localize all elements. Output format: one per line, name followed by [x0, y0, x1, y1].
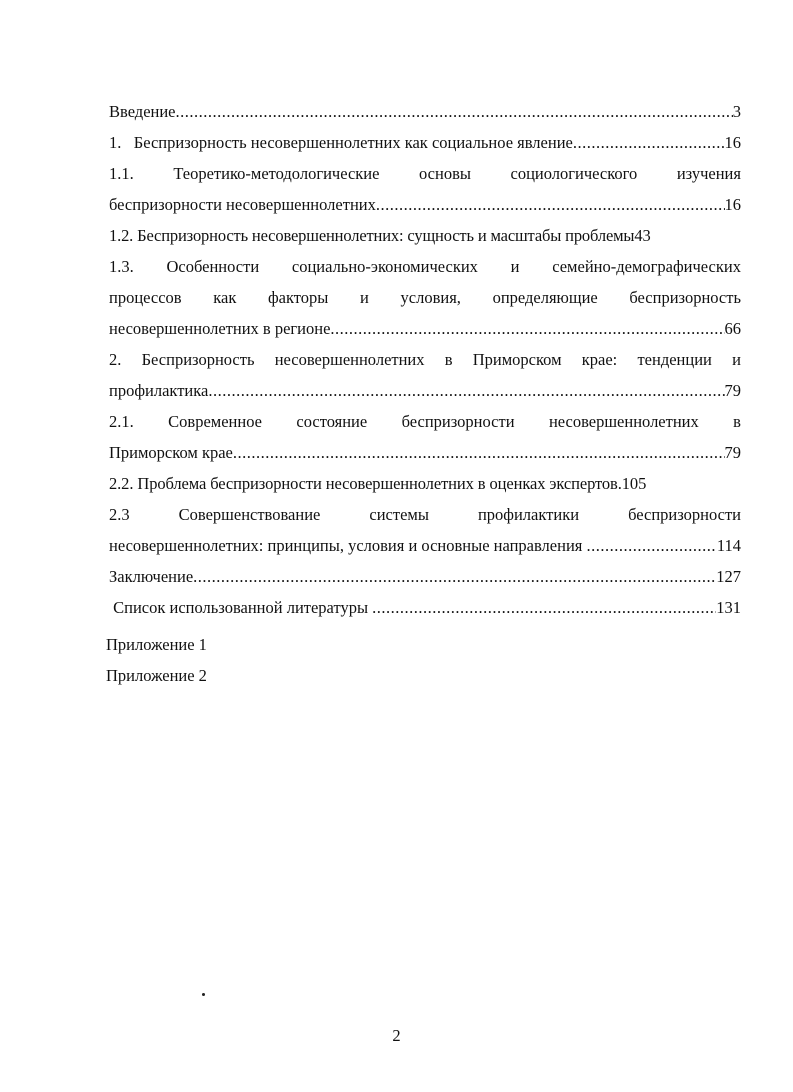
toc-word: основы: [419, 164, 471, 183]
toc-entry-title: Заключение: [109, 567, 194, 586]
toc-entry-section-1-3: [109, 251, 741, 282]
toc-word: семейно-демографических: [552, 257, 741, 276]
toc-page-number: 105: [621, 474, 647, 493]
toc-page-number: 16: [724, 133, 741, 152]
toc-word: беспризорность: [629, 288, 741, 307]
toc-word: несовершеннолетних: [548, 412, 699, 431]
dot-leader: [372, 592, 716, 623]
dot-leader: [376, 189, 725, 220]
toc-word: как: [213, 288, 237, 307]
toc-word: Совершенствование: [178, 505, 321, 524]
toc-entry-section-2-1-cont: [109, 437, 741, 468]
toc-entry-title: Список использованной литературы: [109, 598, 373, 617]
toc-page-number: 79: [724, 381, 741, 400]
toc-entry-title: беспризорности несовершеннолетних: [109, 195, 376, 214]
toc-word: беспризорности: [628, 505, 741, 524]
toc-entry-section-1-3-line2: [109, 282, 741, 313]
toc-word: Современное: [168, 412, 262, 431]
toc-word: 1.3.: [109, 257, 134, 276]
dot-leader: [176, 96, 733, 127]
table-of-contents: [109, 96, 741, 623]
toc-word: Особенности: [166, 257, 260, 276]
toc-page-number: 127: [716, 567, 741, 586]
toc-entry-chapter-2-cont: [109, 375, 741, 406]
toc-word: 2.: [109, 350, 122, 369]
toc-entry-references: [109, 592, 741, 623]
toc-word: условия,: [400, 288, 461, 307]
appendix-1: Приложение 1: [106, 635, 207, 654]
toc-word: социально-экономических: [291, 257, 478, 276]
toc-word: системы: [369, 505, 429, 524]
toc-entry-section-2-3-cont: [109, 530, 741, 561]
toc-word: процессов: [109, 288, 182, 307]
toc-page-number: 66: [724, 319, 741, 338]
toc-word: и: [510, 257, 520, 276]
toc-word: и: [732, 350, 741, 369]
toc-word: факторы: [267, 288, 329, 307]
toc-page-number: 43: [634, 226, 651, 245]
toc-word: состояние: [296, 412, 368, 431]
toc-word: 2.1.: [109, 412, 134, 431]
toc-word: Приморском: [472, 350, 562, 369]
toc-entry-title: несовершеннолетних в регионе: [109, 319, 331, 338]
toc-entry-section-2-3: [109, 499, 741, 530]
toc-word: беспризорности: [401, 412, 515, 431]
toc-word: крае:: [581, 350, 618, 369]
toc-word: определяющие: [492, 288, 598, 307]
toc-entry-intro: [109, 96, 741, 127]
toc-entry-conclusion: [109, 561, 741, 592]
toc-page-number: 114: [716, 536, 741, 555]
toc-word: в: [444, 350, 453, 369]
dot-leader: [193, 561, 716, 592]
toc-entry-title: 1. Беспризорность несовершеннолетних как социальное явление: [109, 133, 573, 152]
toc-entry-section-1-1: [109, 158, 741, 189]
dot-leader: [233, 437, 725, 468]
toc-entry-section-1-2: [109, 220, 741, 251]
toc-word: изучения: [676, 164, 741, 183]
toc-entry-title: профилактика: [109, 381, 209, 400]
toc-word: несовершеннолетних: [274, 350, 425, 369]
dot-leader: [330, 313, 724, 344]
stray-mark: [202, 993, 205, 996]
toc-word: в: [733, 412, 741, 431]
toc-page-number: 16: [724, 195, 741, 214]
toc-entry-chapter-1: [109, 127, 741, 158]
toc-page-number: 131: [716, 598, 741, 617]
toc-entry-title: Введение: [109, 102, 176, 121]
dot-leader: [573, 127, 725, 158]
appendix-2: Приложение 2: [106, 666, 207, 685]
toc-word: Теоретико-методологические: [173, 164, 380, 183]
toc-word: профилактики: [477, 505, 580, 524]
toc-entry-section-1-1-cont: [109, 189, 741, 220]
toc-entry-title: 1.2. Беспризорность несовершеннолетних: сущность и масштабы проблемы: [109, 226, 635, 245]
toc-word: 1.1.: [109, 164, 134, 183]
toc-entry-title: несовершеннолетних: принципы, условия и основные направления: [109, 536, 587, 555]
toc-word: Беспризорность: [141, 350, 255, 369]
toc-entry-section-2-2: [109, 468, 741, 499]
toc-entry-title: Приморском крае: [109, 443, 233, 462]
toc-word: социологического: [510, 164, 638, 183]
dot-leader: [587, 530, 717, 561]
page-number: 2: [392, 1026, 401, 1045]
toc-page-number: 79: [724, 443, 741, 462]
toc-entry-chapter-2: [109, 344, 741, 375]
dot-leader: [208, 375, 724, 406]
toc-entry-title: 2.2. Проблема беспризорности несовершеннолетних в оценках экспертов.: [109, 474, 622, 493]
toc-entry-section-2-1: [109, 406, 741, 437]
toc-word: 2.3: [109, 505, 130, 524]
toc-entry-section-1-3-cont: [109, 313, 741, 344]
toc-word: тенденции: [637, 350, 712, 369]
toc-word: и: [360, 288, 369, 307]
toc-page-number: 3: [732, 102, 741, 121]
